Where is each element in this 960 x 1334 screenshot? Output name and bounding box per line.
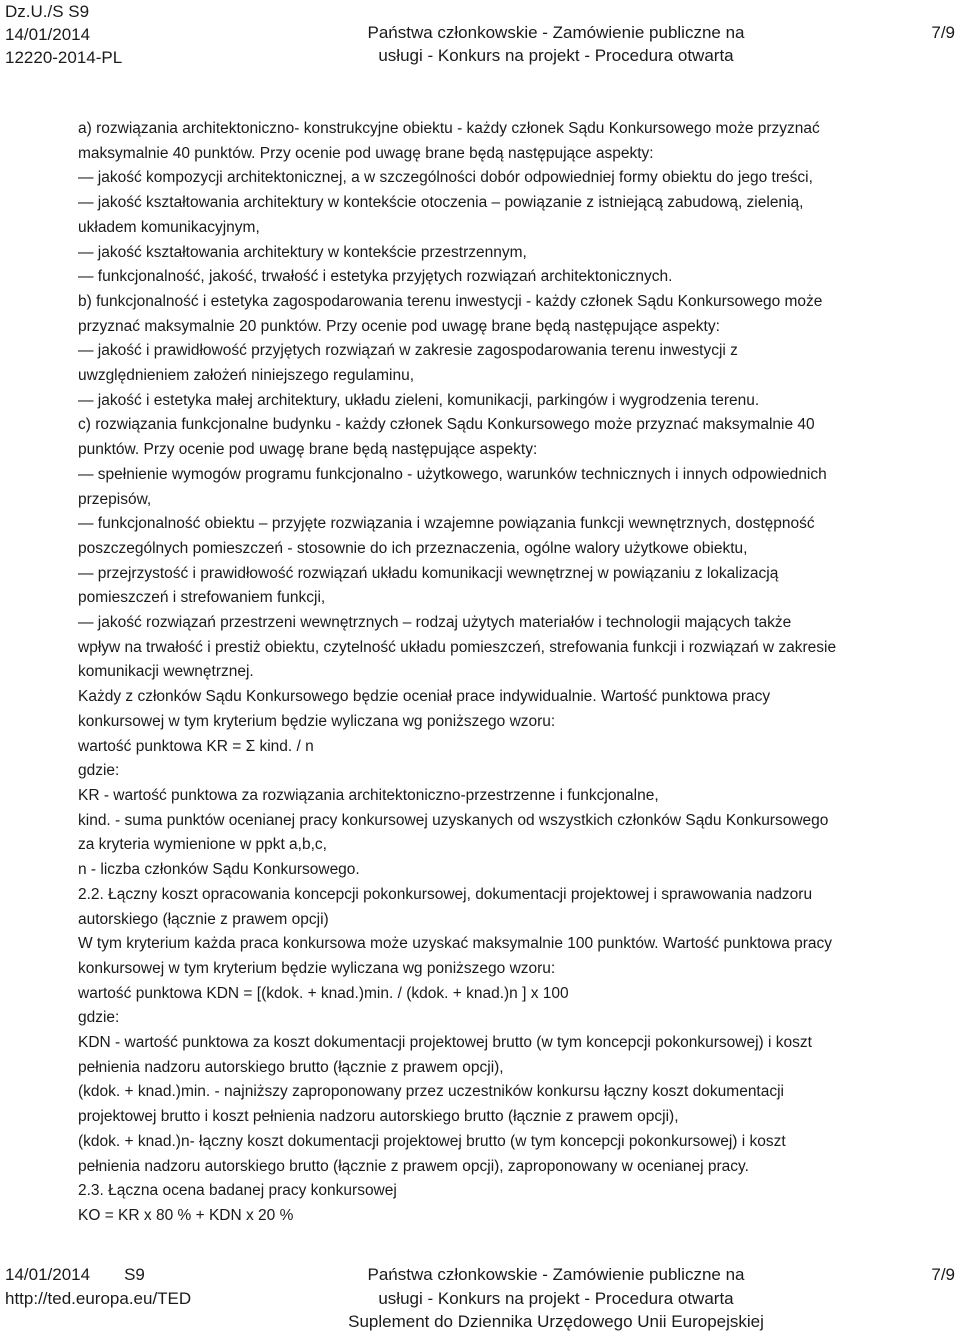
body-line: pełnienia nadzoru autorskiego brutto (łącznie z prawem opcji), zaproponowany w ocenianej pracy. <box>78 1157 749 1175</box>
footer-title-line-3: Suplement do Dziennika Urzędowego Unii Europejskiej <box>348 1312 764 1331</box>
body-line: (kdok. + knad.)min. - najniższy zaproponowany przez uczestników konkursu łączny koszt dokumentacji <box>78 1083 784 1101</box>
section-heading: 2.3. Łączna ocena badanej pracy konkursowej <box>78 1182 397 1200</box>
formula-kr: wartość punktowa KR = Σ kind. / n <box>78 737 314 755</box>
footer-title-line-1: Państwa członkowskie - Zamówienie publiczne na <box>367 1265 745 1284</box>
body-line: Każdy z członków Sądu Konkursowego będzie oceniał prace indywidualnie. Wartość punktowa pracy <box>78 688 771 706</box>
body-line: — spełnienie wymogów programu funkcjonalno - użytkowego, warunków technicznych i innych odpowiednich <box>78 465 827 483</box>
footer-title-line-2: usługi - Konkurs na projekt - Procedura otwarta <box>378 1288 734 1308</box>
body-line: (kdok. + knad.)n- łączny koszt dokumentacji projektowej brutto (w tym koncepcji pokonkursowej) i koszt <box>78 1132 786 1150</box>
body-line: gdzie: <box>78 762 120 780</box>
footer-left-block <box>5 1263 191 1310</box>
document-id: 12220-2014-PL <box>5 48 123 67</box>
page-header <box>0 0 960 70</box>
body-line: za kryteria wymienione w ppkt a,b,c, <box>78 836 327 854</box>
footer-date: 14/01/2014 <box>5 1265 91 1284</box>
footer-page-number: 7/9 <box>931 1265 955 1284</box>
footer-date-row <box>5 1263 191 1287</box>
body-line: W tym kryterium każda praca konkursowa może uzyskać maksymalnie 100 punktów. Wartość punktowa pracy <box>78 935 833 953</box>
body-line: — funkcjonalność, jakość, trwałość i estetyka przyjętych rozwiązań architektonicznych. <box>78 268 673 286</box>
body-line: poszczególnych pomieszczeń - stosownie do ich przeznaczenia, ogólne walory użytkowe obiektu, <box>78 539 748 557</box>
header-page-number: 7/9 <box>931 23 955 42</box>
body-line: punktów. Przy ocenie pod uwagę brane będą następujące aspekty: <box>78 441 538 459</box>
section-heading: 2.2. Łączny koszt opracowania koncepcji pokonkursowej, dokumentacji projektowej i sprawowania nadzoru <box>78 885 813 903</box>
header-title-line-1: Państwa członkowskie - Zamówienie publiczne na <box>367 23 745 42</box>
body-line: pełnienia nadzoru autorskiego brutto (łącznie z prawem opcji), <box>78 1058 504 1076</box>
journal-reference: Dz.U./S S9 <box>5 2 90 21</box>
body-line: gdzie: <box>78 1009 120 1027</box>
body-line: KR - wartość punktowa za rozwiązania architektoniczno-przestrzenne i funkcjonalne, <box>78 786 659 804</box>
formula-kdn: wartość punktowa KDN = [(kdok. + knad.)min. / (kdok. + knad.)n ] x 100 <box>78 984 569 1002</box>
body-line: układem komunikacyjnym, <box>78 218 260 236</box>
body-line: — jakość kształtowania architektury w kontekście otoczenia – powiązanie z istniejącą zabudową, zielenią, <box>78 194 804 212</box>
formula-ko: KO = KR x 80 % + KDN x 20 % <box>78 1206 294 1224</box>
body-line: — przejrzystość i prawidłowość rozwiązań układu komunikacji wewnętrznej w powiązaniu z lokalizacją <box>78 564 779 582</box>
body-line: — jakość kształtowania architektury w kontekście przestrzennym, <box>78 243 527 261</box>
body-line: b) funkcjonalność i estetyka zagospodarowania terenu inwestycji - każdy członek Sądu Konkursowego może <box>78 292 823 310</box>
body-line: pomieszczeń i strefowaniem funkcji, <box>78 589 326 607</box>
body-line: uwzględnieniem założeń niniejszego regulaminu, <box>78 367 415 385</box>
body-line: autorskiego (łącznie z prawem opcji) <box>78 910 329 928</box>
footer-series: S9 <box>124 1265 145 1284</box>
body-line: przepisów, <box>78 490 152 508</box>
footer-title-block <box>286 1263 826 1334</box>
header-title-block <box>286 21 826 67</box>
page-footer <box>0 1263 960 1334</box>
body-line: KDN - wartość punktowa za koszt dokumentacji projektowej brutto (w tym koncepcji pokonkursowej) i koszt <box>78 1034 812 1052</box>
body-line: projektowej brutto i koszt pełnienia nadzoru autorskiego brutto (łącznie z prawem opcji), <box>78 1108 679 1126</box>
body-line: maksymalnie 40 punktów. Przy ocenie pod uwagę brane będą następujące aspekty: <box>78 144 654 162</box>
body-line: kind. - suma punktów ocenianej pracy konkursowej uzyskanych od wszystkich członków Sądu Konkursowego <box>78 811 829 829</box>
body-line: konkursowej w tym kryterium będzie wyliczana wg poniższego wzoru: <box>78 712 556 730</box>
body-line: — jakość i prawidłowość przyjętych rozwiązań w zakresie zagospodarowania terenu inwestycji z <box>78 342 738 360</box>
body-line: konkursowej w tym kryterium będzie wyliczana wg poniższego wzoru: <box>78 959 556 977</box>
body-line: wpływ na trwałość i prestiż obiektu, czytelność układu pomieszczeń, strefowania funkcji i rozwiązań w zakresie <box>78 638 837 656</box>
body-line: komunikacji wewnętrznej. <box>78 663 254 681</box>
header-left-block <box>5 0 122 69</box>
document-body <box>78 117 948 1229</box>
body-line: przyznać maksymalnie 20 punktów. Przy ocenie pod uwagę brane będą następujące aspekty: <box>78 317 720 335</box>
body-line: — jakość rozwiązań przestrzeni wewnętrznych – rodzaj użytych materiałów i technologii mających także <box>78 614 792 632</box>
body-line: — jakość kompozycji architektonicznej, a w szczególności dobór odpowiedniej formy obiektu do jego treści, <box>78 169 813 187</box>
body-line: — jakość i estetyka małej architektury, układu zieleni, komunikacji, parkingów i wygrodzenia terenu. <box>78 391 760 409</box>
body-line: — funkcjonalność obiektu – przyjęte rozwiązania i wzajemne powiązania funkcji wewnętrznych, dostępność <box>78 515 815 533</box>
footer-url: http://ted.europa.eu/TED <box>5 1288 192 1308</box>
header-title-line-2: usługi - Konkurs na projekt - Procedura otwarta <box>378 46 734 65</box>
body-line: a) rozwiązania architektoniczno- konstrukcyjne obiektu - każdy członek Sądu Konkursowego może przyznać <box>78 120 820 137</box>
body-line: c) rozwiązania funkcjonalne budynku - każdy członek Sądu Konkursowego może przyznać maksymalnie 40 <box>78 416 815 434</box>
publication-date: 14/01/2014 <box>5 25 91 44</box>
body-line: n - liczba członków Sądu Konkursowego. <box>78 861 360 879</box>
